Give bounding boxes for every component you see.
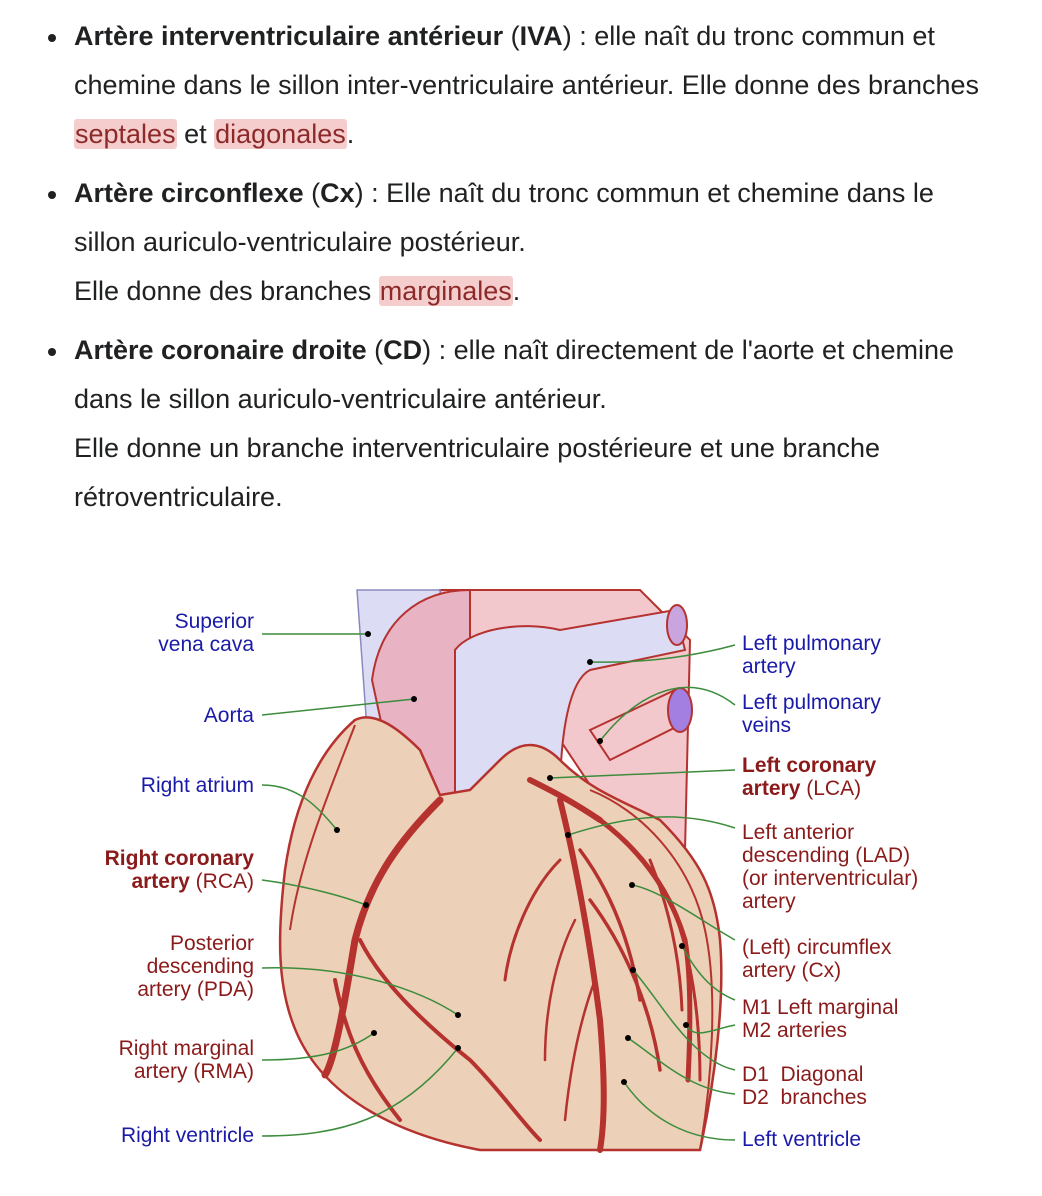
list-item-cx: Artère circonflexe (Cx) : Elle naît du tronc commun et chemine dans le sillon auriculo-ventriculaire postérieur. Elle donne des branches marginales. (36, 169, 996, 316)
artery-list (36, 12, 996, 532)
label-superior-vena-cava: Superior vena cava (158, 610, 254, 656)
link-diagonales[interactable]: diagonales (215, 119, 346, 149)
label-diagonal-branches: D1 Diagonal D2 branches (742, 1063, 867, 1109)
label-left-pulmonary-artery: Left pulmonary artery (742, 632, 881, 678)
label-aorta: Aorta (203, 704, 254, 727)
artery-name: Artère interventriculaire antérieur (74, 21, 504, 51)
artery-name: Artère coronaire droite (74, 335, 367, 365)
artery-name: Artère circonflexe (74, 178, 304, 208)
list-item-iva: Artère interventriculaire antérieur (IVA) : elle naît du tronc commun et chemine dans le sillon inter-ventriculaire antérieur. Elle donne des branches septales et diagonales. (36, 12, 996, 159)
label-right-ventricle: Right ventricle (120, 1124, 254, 1147)
label-left-pulmonary-veins: Left pulmonary veins (742, 691, 881, 737)
coronary-artery-diagram (0, 560, 1042, 1196)
label-posterior-descending-artery: Posterior descending artery (PDA) (137, 932, 254, 1001)
label-left-coronary-artery: Left coronary artery (LCA) (742, 754, 877, 800)
label-right-atrium: Right atrium (140, 774, 254, 797)
artery-abbr: IVA (519, 21, 563, 51)
label-left-ventricle: Left ventricle (742, 1128, 862, 1151)
link-marginales[interactable]: marginales (379, 276, 512, 306)
link-septales[interactable]: septales (75, 119, 176, 149)
label-circumflex-artery: (Left) circumflex artery (Cx) (742, 936, 892, 982)
list-item-cd: Artère coronaire droite (CD) : elle naît directement de l'aorte et chemine dans le sillon auriculo-ventriculaire antérieur. Elle donne un branche interventriculaire postérieure et une branche rétroventriculaire. (36, 326, 996, 522)
artery-abbr: Cx (320, 178, 355, 208)
label-right-coronary-artery: Right coronary artery (RCA) (104, 847, 254, 893)
label-left-marginal-arteries: M1 Left marginal M2 arteries (742, 996, 899, 1042)
artery-abbr: CD (383, 335, 423, 365)
label-left-anterior-descending: Left anterior descending (LAD) (or interventricular) artery (742, 821, 919, 913)
label-right-marginal-artery: Right marginal artery (RMA) (118, 1037, 254, 1083)
